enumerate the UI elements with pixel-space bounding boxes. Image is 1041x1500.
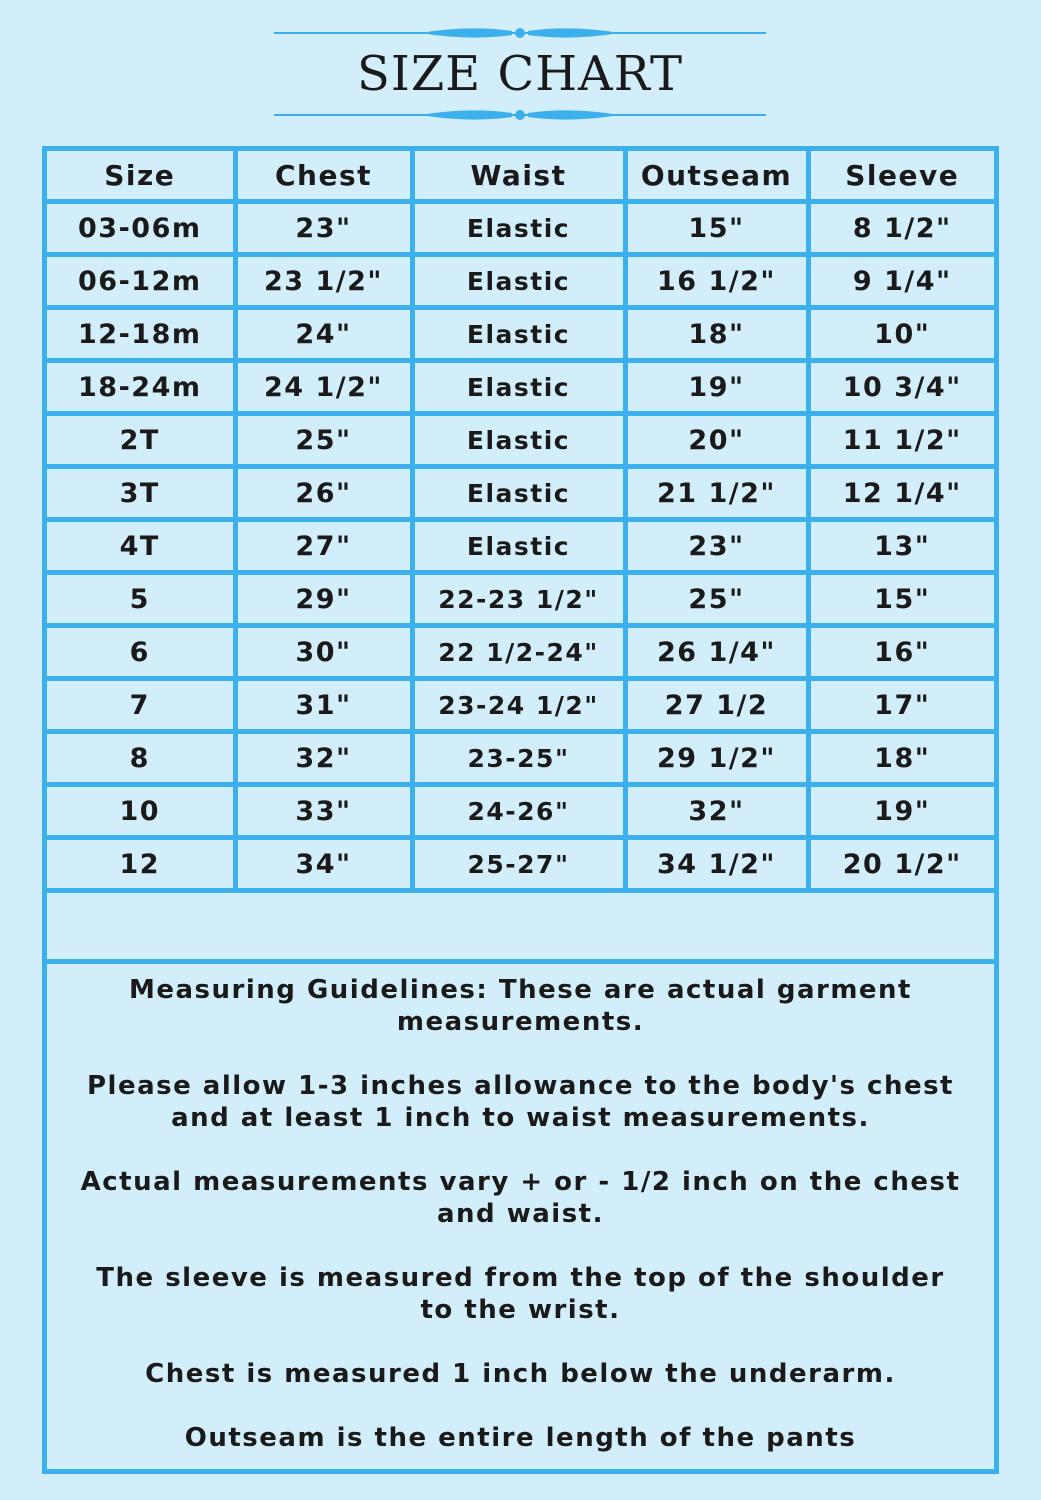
waist-cell: 23-24 1/2" [412, 679, 625, 732]
sleeve-cell: 12 1/4" [808, 467, 994, 520]
outseam-cell: 15" [625, 202, 808, 255]
waist-cell: Elastic [412, 308, 625, 361]
sleeve-cell: 9 1/4" [808, 255, 994, 308]
outseam-cell: 32" [625, 785, 808, 838]
guideline-text: Outseam is the entire length of the pants [184, 1423, 857, 1453]
outseam-cell: 20" [625, 414, 808, 467]
table-row [47, 202, 994, 255]
chest-cell: 25" [235, 414, 412, 467]
sleeve-cell: 13" [808, 520, 994, 573]
chest-cell: 33" [235, 785, 412, 838]
waist-cell: 22 1/2-24" [412, 626, 625, 679]
size-cell: 10 [47, 785, 235, 838]
size-cell: 6 [47, 626, 235, 679]
chest-cell: 29" [235, 573, 412, 626]
table-row [47, 255, 994, 308]
table-row [47, 679, 994, 732]
sleeve-cell: 19" [808, 785, 994, 838]
chest-cell: 27" [235, 520, 412, 573]
sleeve-cell: 18" [808, 732, 994, 785]
column-header-chest: Chest [235, 151, 412, 202]
column-header-waist: Waist [412, 151, 625, 202]
table-row [47, 573, 994, 626]
waist-cell: Elastic [412, 361, 625, 414]
chest-cell: 24" [235, 308, 412, 361]
sleeve-cell: 16" [808, 626, 994, 679]
guideline-text: The sleeve is measured from the top of the shoulder to the wrist. [96, 1263, 945, 1325]
size-chart-frame [42, 146, 999, 1474]
outseam-cell: 27 1/2 [625, 679, 808, 732]
outseam-cell: 34 1/2" [625, 838, 808, 891]
waist-cell: Elastic [412, 202, 625, 255]
size-cell: 2T [47, 414, 235, 467]
table-header-row [47, 151, 994, 202]
outseam-cell: 21 1/2" [625, 467, 808, 520]
table-row [47, 414, 994, 467]
measuring-guidelines [47, 959, 994, 1486]
guideline-text: Please allow 1-3 inches allowance to the body's chest and at least 1 inch to waist measurements. [87, 1071, 954, 1133]
outseam-cell: 29 1/2" [625, 732, 808, 785]
size-cell: 12-18m [47, 308, 235, 361]
table-row [47, 361, 994, 414]
table-row [47, 838, 994, 891]
outseam-cell: 18" [625, 308, 808, 361]
waist-cell: 24-26" [412, 785, 625, 838]
sleeve-cell: 15" [808, 573, 994, 626]
size-cell: 12 [47, 838, 235, 891]
size-table [47, 151, 994, 893]
table-row [47, 520, 994, 573]
size-cell: 3T [47, 467, 235, 520]
chart-header [270, 22, 770, 126]
chest-cell: 23" [235, 202, 412, 255]
waist-cell: Elastic [412, 255, 625, 308]
bottom-ornament-divider [270, 104, 770, 126]
column-header-outseam: Outseam [625, 151, 808, 202]
chest-cell: 26" [235, 467, 412, 520]
size-cell: 4T [47, 520, 235, 573]
table-row [47, 785, 994, 838]
sleeve-cell: 10 3/4" [808, 361, 994, 414]
sleeve-cell: 20 1/2" [808, 838, 994, 891]
waist-cell: 23-25" [412, 732, 625, 785]
chest-cell: 32" [235, 732, 412, 785]
table-row [47, 308, 994, 361]
sleeve-cell: 11 1/2" [808, 414, 994, 467]
sleeve-cell: 10" [808, 308, 994, 361]
chest-cell: 31" [235, 679, 412, 732]
chest-cell: 23 1/2" [235, 255, 412, 308]
waist-cell: 22-23 1/2" [412, 573, 625, 626]
waist-cell: Elastic [412, 520, 625, 573]
table-row [47, 626, 994, 679]
sleeve-cell: 8 1/2" [808, 202, 994, 255]
guideline-text: Actual measurements vary + or - 1/2 inch on the chest and waist. [80, 1167, 961, 1229]
top-ornament-divider [270, 22, 770, 44]
chest-cell: 30" [235, 626, 412, 679]
sleeve-cell: 17" [808, 679, 994, 732]
guideline-text: Measuring Guidelines: These are actual garment measurements. [129, 975, 912, 1037]
size-cell: 8 [47, 732, 235, 785]
size-cell: 18-24m [47, 361, 235, 414]
outseam-cell: 25" [625, 573, 808, 626]
column-header-size: Size [47, 151, 235, 202]
outseam-cell: 23" [625, 520, 808, 573]
page-title: SIZE CHART [356, 46, 684, 102]
waist-cell: 25-27" [412, 838, 625, 891]
table-row [47, 732, 994, 785]
size-cell: 7 [47, 679, 235, 732]
column-header-sleeve: Sleeve [808, 151, 994, 202]
outseam-cell: 16 1/2" [625, 255, 808, 308]
outseam-cell: 26 1/4" [625, 626, 808, 679]
size-cell: 5 [47, 573, 235, 626]
guideline-text: Chest is measured 1 inch below the underarm. [145, 1359, 896, 1389]
size-cell: 03-06m [47, 202, 235, 255]
size-cell: 06-12m [47, 255, 235, 308]
table-row [47, 467, 994, 520]
outseam-cell: 19" [625, 361, 808, 414]
waist-cell: Elastic [412, 414, 625, 467]
waist-cell: Elastic [412, 467, 625, 520]
chest-cell: 34" [235, 838, 412, 891]
chest-cell: 24 1/2" [235, 361, 412, 414]
